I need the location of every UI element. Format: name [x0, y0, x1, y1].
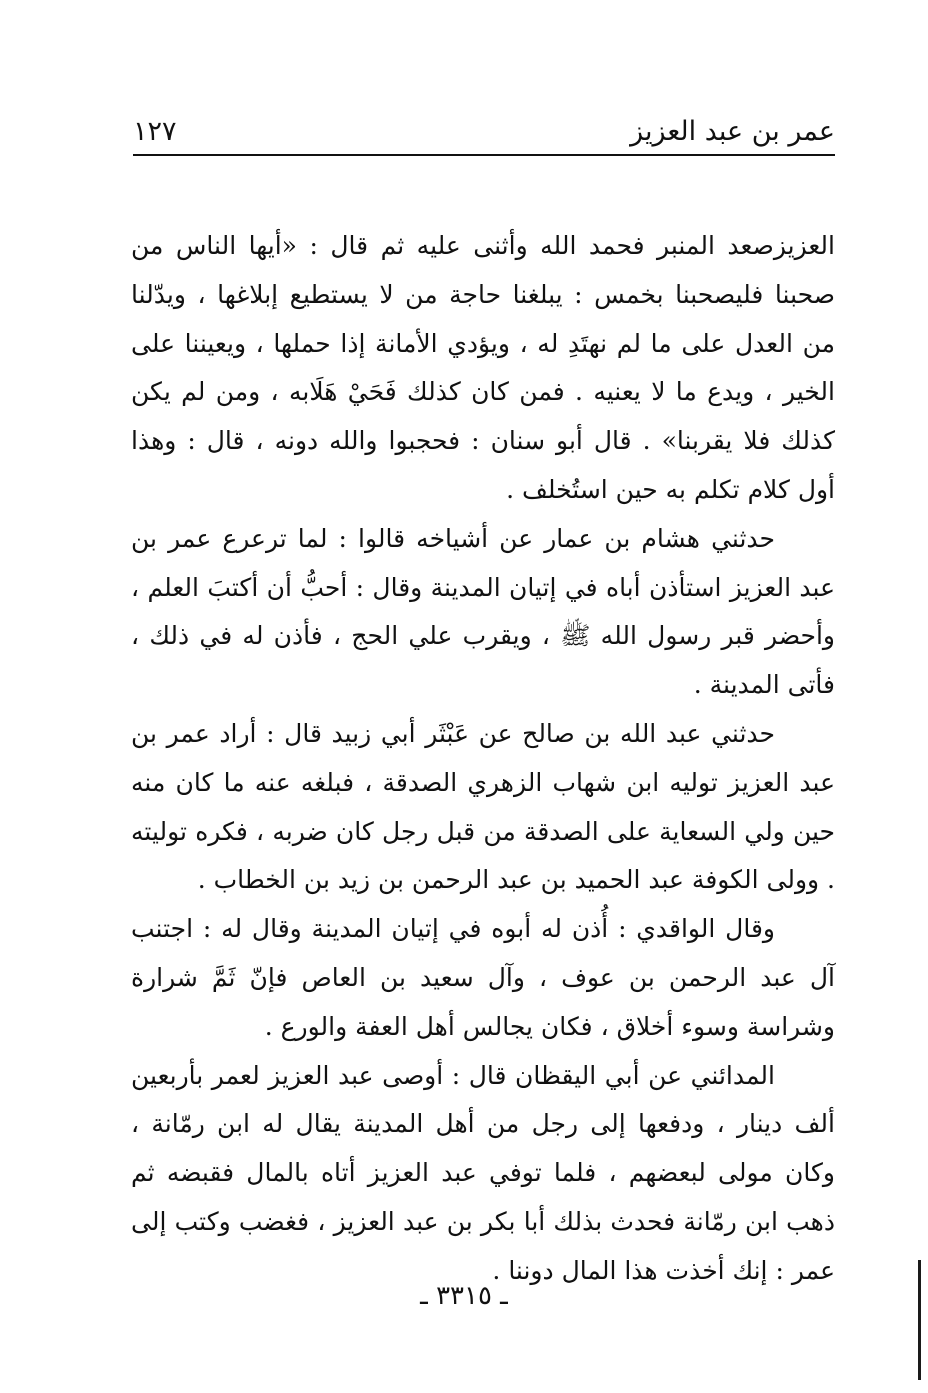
page-number: ١٢٧ — [133, 116, 177, 147]
paragraph: العزيزصعد المنبر فحمد الله وأثنى عليه ثم قال : «أيها الناس من صحبنا فليصحبنا بخمس : يبلغنا حاجة من لا يستطيع إبلاغها ، ويدّلنا من العدل على ما لم نهتَدِ له ، ويؤدي الأمانة إذا حملها ، ويعيننا على الخير ، ويدع ما لا يعنيه . فمن كان كذلك فَحَيْ هَلَابه ، ومن لم يكن كذلك فلا يقربنا» . قال أبو سنان : فحجبوا والله دونه ، قال : وهذا أول كلام تكلم به حين استُخلف . — [131, 231, 835, 504]
paragraph: حدثني هشام بن عمار عن أشياخه قالوا : لما ترعرع عمر بن عبد العزيز استأذن أباه في إتيان المدينة وقال : أحبُّ أن أكتبَ العلم ، وأحضر قبر رسول الله ﷺ ، ويقرب علي الحج ، فأذن له في ذلك ، فأتى المدينة . — [131, 523, 835, 700]
page-footer — [0, 1278, 928, 1314]
paragraph: المدائني عن أبي اليقظان قال : أوصى عبد العزيز لعمر بأربعين ألف دينار ، ودفعها إلى رجل من أهل المدينة يقال له ابن رمّانة ، وكان مولى لبعضهم ، فلما توفي عبد العزيز أتاه بالمال فقبضه ثم ذهب ابن رمّانة فحدث بذلك أبا بكر بن عبد العزيز ، فغضب وكتب إلى عمر : إنك أخذت هذا المال دوننا . — [131, 1060, 835, 1285]
paragraph: وقال الواقدي : أُذن له أبوه في إتيان المدينة وقال له : اجتنب آل عبد الرحمن بن عوف ، وآل سعيد بن العاص فإنّ ثَمَّ شرارة وشراسة وسوء أخلاق ، فكان يجالس أهل العفة والورع . — [131, 914, 835, 1041]
running-title: عمر بن عبد العزيز — [630, 116, 835, 147]
body-text — [131, 222, 835, 1296]
scan-edge-line — [918, 1260, 921, 1380]
running-header — [133, 112, 835, 156]
footer-page-code: ـ ٣٣١٥ ـ — [420, 1281, 508, 1311]
paragraph: حدثني عبد الله بن صالح عن عَبْثَر أبي زبيد قال : أراد عمر بن عبد العزيز توليه ابن شهاب الزهري الصدقة ، فبلغه عنه ما كان منه حين ولي السعاية على الصدقة من قبل رجل كان ضربه ، فكره توليته . وولى الكوفة عبد الحميد بن عبد الرحمن بن زيد بن الخطاب . — [131, 718, 835, 895]
